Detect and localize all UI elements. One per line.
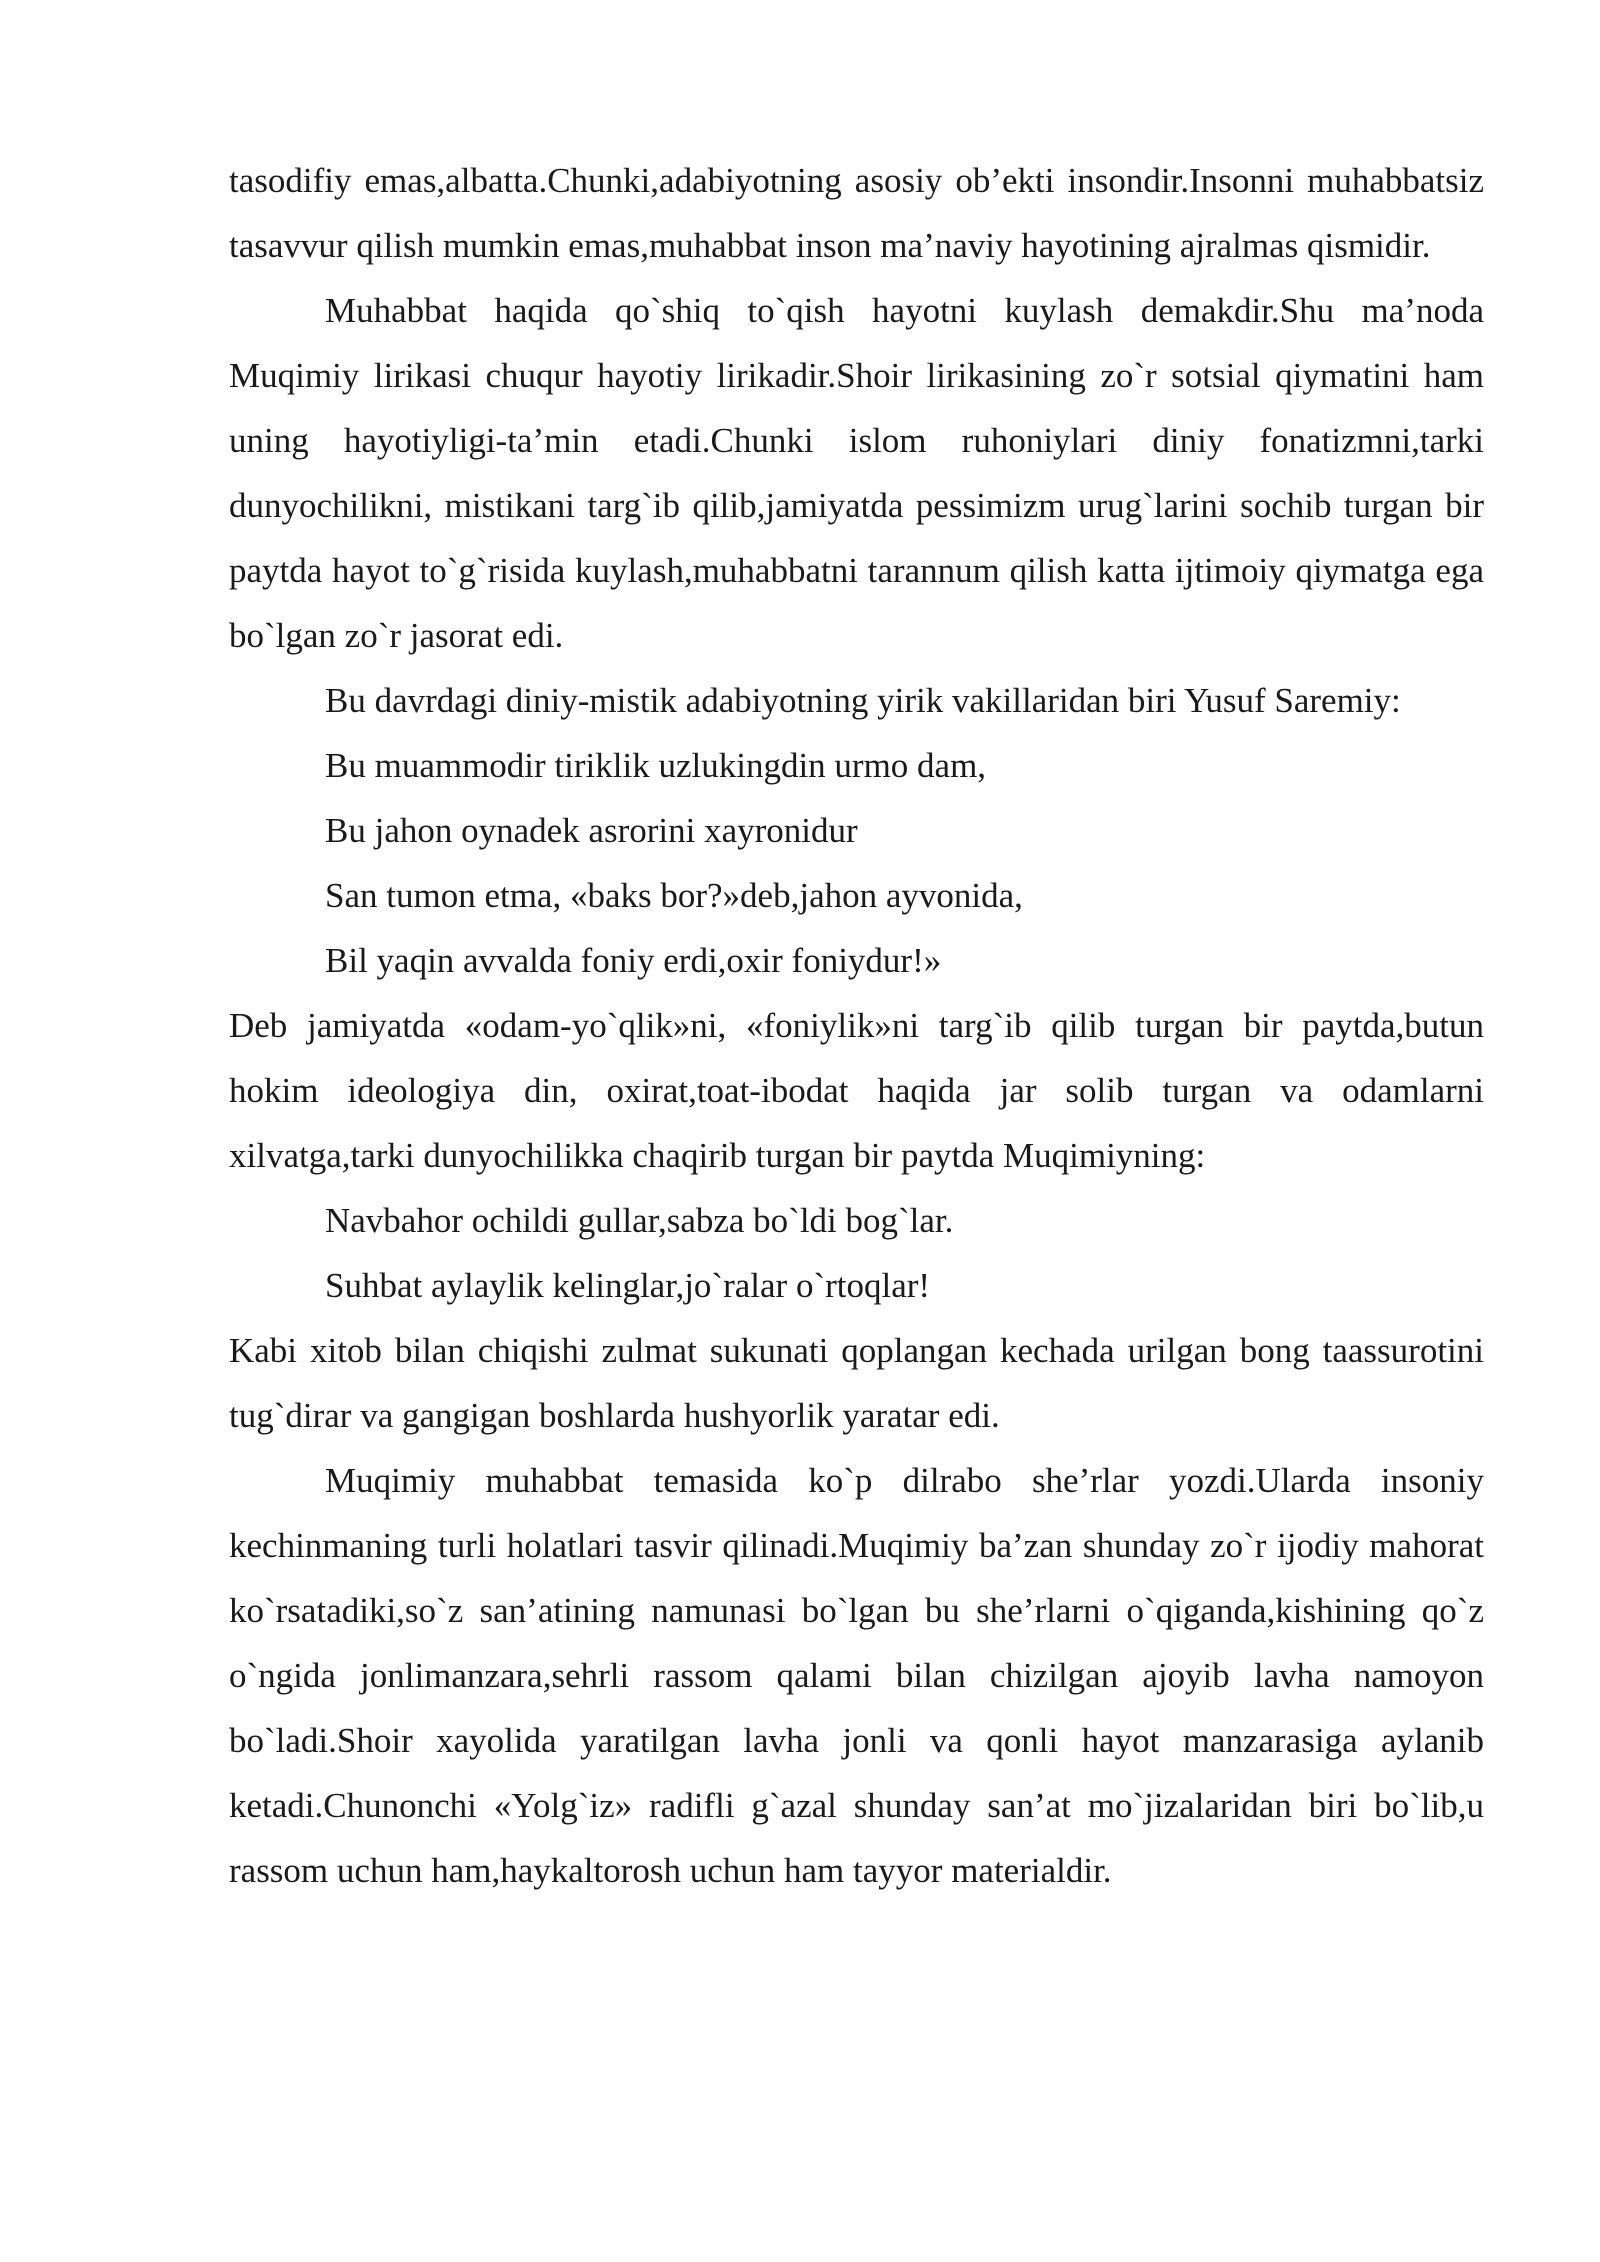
- paragraph-saremiy: Bu davrdagi diniy-mistik adabiyotning yirik vakillaridan biri Yusuf Saremiy:: [325, 681, 1401, 720]
- verse-line: Suhbat aylaylik kelinglar,jo`ralar o`rtoqlar!: [325, 1266, 931, 1305]
- paragraph-muhabbat: Muhabbat haqida qo`shiq to`qish hayotni kuylash demakdir.Shu ma’noda Muqimiy lirikasi chuqur hayotiy lirikadir.Shoir lirikasining zo`r sotsial qiymatini ham uning hayotiyligi-ta’min etadi.Chunki islom ruhoniylari diniy fonatizmni,tarki dunyochilikni, mistikani targ`ib qilib,jamiyatda pessimizm urug`larini sochib turgan bir paytda hayot to`g`risida kuylash,muhabbatni tarannum qilish katta ijtimoiy qiymatga ega bo`lgan zo`r jasorat edi.: [229, 291, 1484, 655]
- paragraph-intro: tasodifiy emas,albatta.Chunki,adabiyotning asosiy ob’ekti insondir.Insonni muhabbatsiz tasavvur qilish mumkin emas,muhabbat inson ma’naviy hayotining ajralmas qismidir.: [229, 161, 1484, 265]
- verse-line: San tumon etma, «baks bor?»deb,jahon ayvonida,: [325, 876, 1023, 915]
- verse-line: Bil yaqin avvalda foniy erdi,oxir foniydur!»: [325, 941, 942, 980]
- document-body: [229, 148, 1484, 1903]
- paragraph-kabi: Kabi xitob bilan chiqishi zulmat sukunati qoplangan kechada urilgan bong taassurotini tug`dirar va gangigan boshlarda hushyorlik yaratar edi.: [229, 1331, 1484, 1435]
- verse-line: Bu muammodir tiriklik uzlukingdin urmo dam,: [325, 746, 987, 785]
- verse-line: Navbahor ochildi gullar,sabza bo`ldi bog`lar.: [325, 1201, 954, 1240]
- verse-line: Bu jahon oynadek asrorini xayronidur: [325, 811, 858, 850]
- paragraph-final: Muqimiy muhabbat temasida ko`p dilrabo she’rlar yozdi.Ularda insoniy kechinmaning turli holatlari tasvir qilinadi.Muqimiy ba’zan shunday zo`r ijodiy mahorat ko`rsatadiki,so`z san’atining namunasi bo`lgan bu she’rlarni o`qiganda,kishining qo`z o`ngida jonlimanzara,sehrli rassom qalami bilan chizilgan ajoyib lavha namoyon bo`ladi.Shoir xayolida yaratilgan lavha jonli va qonli hayot manzarasiga aylanib ketadi.Chunonchi «Yolg`iz» radifli g`azal shunday san’at mo`jizalaridan biri bo`lib,u rassom uchun ham,haykaltorosh uchun ham tayyor materialdir.: [229, 1461, 1484, 1890]
- paragraph-deb: Deb jamiyatda «odam-yo`qlik»ni, «foniylik»ni targ`ib qilib turgan bir paytda,butun hokim ideologiya din, oxirat,toat-ibodat haqida jar solib turgan va odamlarni xilvatga,tarki dunyochilikka chaqirib turgan bir paytda Muqimiyning:: [229, 1006, 1484, 1175]
